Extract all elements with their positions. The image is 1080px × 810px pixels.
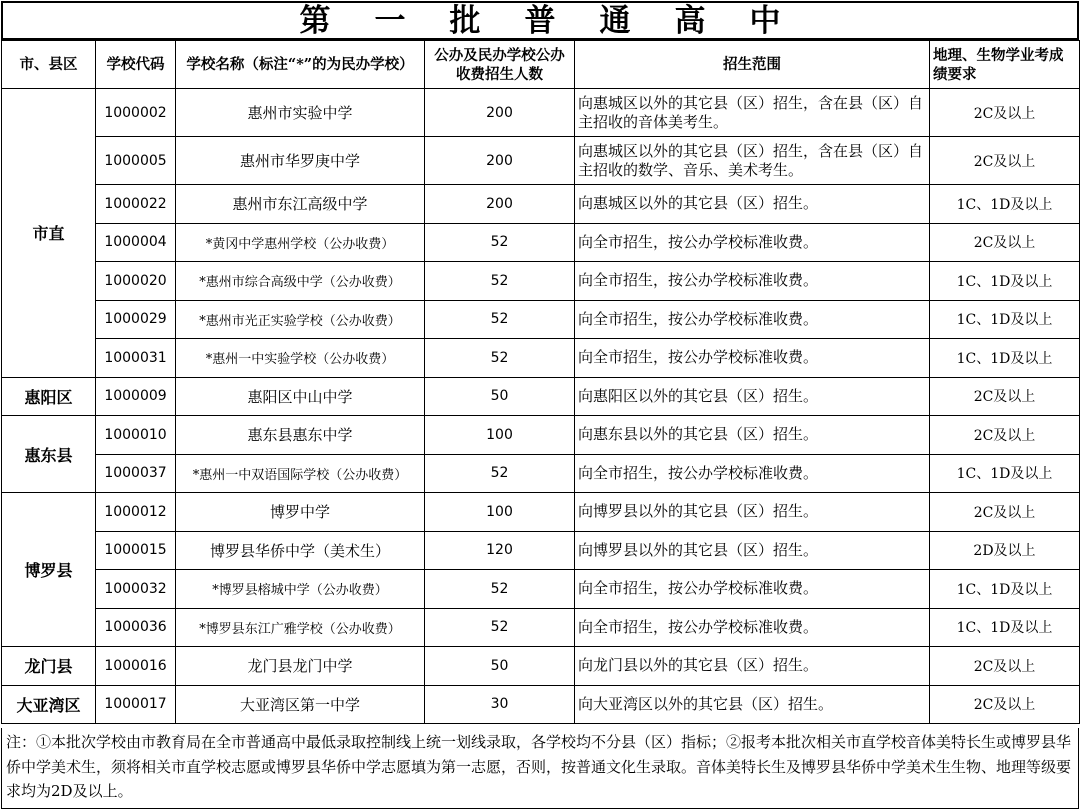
scope-cell: 向惠东县以外的其它县（区）招生。 [575, 416, 930, 455]
table-row [2, 416, 1080, 455]
scope-cell: 向全市招生，按公办学校标准收费。 [575, 454, 930, 493]
scope-cell: 向惠城区以外的其它县（区）招生。 [575, 185, 930, 224]
header-grade: 地理、生物学业考成绩要求 [930, 41, 1080, 89]
quota-cell: 100 [425, 416, 575, 455]
area-cell: 市直 [2, 89, 96, 378]
school-name-cell: *博罗县榕城中学（公办收费） [176, 570, 425, 609]
grade-requirement-cell: 1C、1D及以上 [930, 262, 1080, 301]
header-code: 学校代码 [96, 41, 176, 89]
quota-cell: 50 [425, 377, 575, 416]
scope-cell: 向博罗县以外的其它县（区）招生。 [575, 493, 930, 532]
school-code-cell: 1000010 [96, 416, 176, 455]
school-name-cell: 惠州市华罗庚中学 [176, 137, 425, 185]
table-row [2, 89, 1080, 137]
table-row [2, 493, 1080, 532]
quota-cell: 52 [425, 339, 575, 378]
school-code-cell: 1000017 [96, 685, 176, 724]
grade-requirement-cell: 1C、1D及以上 [930, 185, 1080, 224]
school-name-cell: *博罗县东江广雅学校（公办收费） [176, 608, 425, 647]
scope-cell: 向全市招生，按公办学校标准收费。 [575, 608, 930, 647]
header-area: 市、县区 [2, 41, 96, 89]
scope-cell: 向大亚湾区以外的其它县（区）招生。 [575, 685, 930, 724]
table-row [2, 339, 1080, 378]
table-row [2, 300, 1080, 339]
quota-cell: 52 [425, 454, 575, 493]
table-row [2, 137, 1080, 185]
table-row [2, 223, 1080, 262]
scope-cell: 向全市招生，按公办学校标准收费。 [575, 300, 930, 339]
table-row [2, 377, 1080, 416]
quota-cell: 200 [425, 137, 575, 185]
school-code-cell: 1000004 [96, 223, 176, 262]
grade-requirement-cell: 1C、1D及以上 [930, 608, 1080, 647]
table-row [2, 185, 1080, 224]
school-code-cell: 1000037 [96, 454, 176, 493]
school-code-cell: 1000009 [96, 377, 176, 416]
school-code-cell: 1000020 [96, 262, 176, 301]
school-name-cell: 大亚湾区第一中学 [176, 685, 425, 724]
quota-cell: 200 [425, 185, 575, 224]
grade-requirement-cell: 2C及以上 [930, 137, 1080, 185]
school-code-cell: 1000016 [96, 647, 176, 686]
scope-cell: 向惠阳区以外的其它县（区）招生。 [575, 377, 930, 416]
school-code-cell: 1000036 [96, 608, 176, 647]
quota-cell: 52 [425, 223, 575, 262]
grade-requirement-cell: 2C及以上 [930, 377, 1080, 416]
table-row [2, 262, 1080, 301]
grade-requirement-cell: 2C及以上 [930, 685, 1080, 724]
footnote: 注：①本批次学校由市教育局在全市普通高中最低录取控制线上统一划线录取，各学校均不分县（区）指标；②报考本批次相关市直学校音体美特长生或博罗县华侨中学美术生，须将相关市直学校志愿或博罗县华侨中学志愿填为第一志愿，否则，按普通文化生录取。音体美特长生及博罗县华侨中学美术生生物、地理等级要求均为2D及以上。 [1, 728, 1079, 809]
school-name-cell: 龙门县龙门中学 [176, 647, 425, 686]
school-code-cell: 1000031 [96, 339, 176, 378]
grade-requirement-cell: 1C、1D及以上 [930, 454, 1080, 493]
quota-cell: 52 [425, 300, 575, 339]
quota-cell: 52 [425, 570, 575, 609]
page-title: 第一批普通高中 [1, 1, 1079, 40]
school-code-cell: 1000002 [96, 89, 176, 137]
school-name-cell: 博罗中学 [176, 493, 425, 532]
scope-cell: 向龙门县以外的其它县（区）招生。 [575, 647, 930, 686]
scope-cell: 向惠城区以外的其它县（区）招生，含在县（区）自主招收的音体美考生。 [575, 89, 930, 137]
grade-requirement-cell: 2C及以上 [930, 493, 1080, 532]
quota-cell: 120 [425, 531, 575, 570]
school-code-cell: 1000012 [96, 493, 176, 532]
grade-requirement-cell: 2C及以上 [930, 416, 1080, 455]
area-cell: 博罗县 [2, 493, 96, 647]
school-name-cell: 惠州市实验中学 [176, 89, 425, 137]
scope-cell: 向全市招生，按公办学校标准收费。 [575, 223, 930, 262]
header-row [2, 41, 1080, 89]
quota-cell: 100 [425, 493, 575, 532]
school-code-cell: 1000015 [96, 531, 176, 570]
area-cell: 龙门县 [2, 647, 96, 686]
quota-cell: 50 [425, 647, 575, 686]
school-name-cell: *黄冈中学惠州学校（公办收费） [176, 223, 425, 262]
school-table [1, 40, 1080, 724]
table-body [2, 89, 1080, 724]
table-row [2, 647, 1080, 686]
quota-cell: 52 [425, 262, 575, 301]
scope-cell: 向全市招生，按公办学校标准收费。 [575, 262, 930, 301]
area-cell: 惠东县 [2, 416, 96, 493]
table-row [2, 454, 1080, 493]
school-code-cell: 1000032 [96, 570, 176, 609]
grade-requirement-cell: 2C及以上 [930, 647, 1080, 686]
header-scope: 招生范围 [575, 41, 930, 89]
area-cell: 惠阳区 [2, 377, 96, 416]
scope-cell: 向全市招生，按公办学校标准收费。 [575, 339, 930, 378]
area-cell: 大亚湾区 [2, 685, 96, 724]
grade-requirement-cell: 1C、1D及以上 [930, 570, 1080, 609]
school-code-cell: 1000005 [96, 137, 176, 185]
quota-cell: 52 [425, 608, 575, 647]
grade-requirement-cell: 2C及以上 [930, 89, 1080, 137]
header-quota: 公办及民办学校公办收费招生人数 [425, 41, 575, 89]
table-row [2, 608, 1080, 647]
school-name-cell: 惠阳区中山中学 [176, 377, 425, 416]
school-name-cell: 惠东县惠东中学 [176, 416, 425, 455]
school-name-cell: *惠州一中实验学校（公办收费） [176, 339, 425, 378]
grade-requirement-cell: 2D及以上 [930, 531, 1080, 570]
scope-cell: 向惠城区以外的其它县（区）招生，含在县（区）自主招收的数学、音乐、美术考生。 [575, 137, 930, 185]
grade-requirement-cell: 1C、1D及以上 [930, 300, 1080, 339]
school-name-cell: *惠州市光正实验学校（公办收费） [176, 300, 425, 339]
school-name-cell: 博罗县华侨中学（美术生） [176, 531, 425, 570]
school-code-cell: 1000022 [96, 185, 176, 224]
table-row [2, 531, 1080, 570]
table-row [2, 570, 1080, 609]
quota-cell: 30 [425, 685, 575, 724]
school-name-cell: *惠州一中双语国际学校（公办收费） [176, 454, 425, 493]
scope-cell: 向博罗县以外的其它县（区）招生。 [575, 531, 930, 570]
grade-requirement-cell: 2C及以上 [930, 223, 1080, 262]
table-row [2, 685, 1080, 724]
school-name-cell: 惠州市东江高级中学 [176, 185, 425, 224]
quota-cell: 200 [425, 89, 575, 137]
school-name-cell: *惠州市综合高级中学（公办收费） [176, 262, 425, 301]
school-code-cell: 1000029 [96, 300, 176, 339]
grade-requirement-cell: 1C、1D及以上 [930, 339, 1080, 378]
scope-cell: 向全市招生，按公办学校标准收费。 [575, 570, 930, 609]
header-name: 学校名称（标注“*”的为民办学校） [176, 41, 425, 89]
